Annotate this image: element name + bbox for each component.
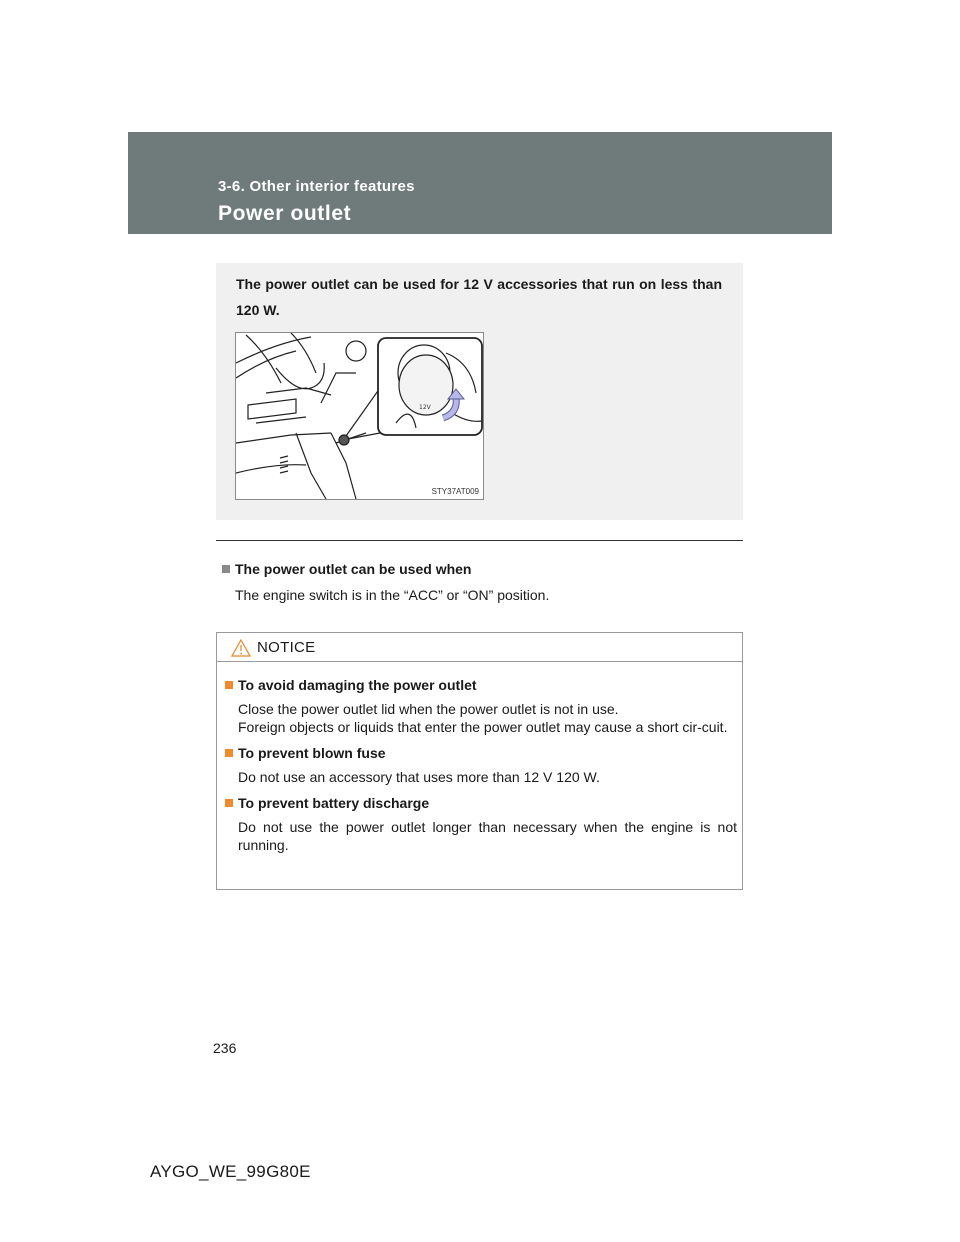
intro-box [216, 263, 743, 520]
notice-item-heading [225, 743, 737, 763]
notice-line: Do not use an accessory that uses more than 12 V 120 W. [238, 769, 600, 785]
notice-item-text [225, 818, 737, 854]
bullet-square-icon [225, 799, 233, 807]
notice-header [217, 633, 742, 662]
page-number: 236 [213, 1040, 237, 1056]
document-code: AYGO_WE_99G80E [150, 1162, 311, 1181]
usage-heading-text: The power outlet can be used when [235, 561, 472, 577]
dashboard-drawing [236, 333, 483, 499]
outlet-label: 12V [419, 404, 431, 411]
section-label: 3-6. Other interior features [218, 178, 415, 195]
notice-line: Do not use the power outlet longer than necessary when the engine is not running. [238, 819, 737, 853]
notice-item-text [225, 700, 737, 736]
notice-heading-text: To avoid damaging the power outlet [238, 677, 477, 693]
notice-item-heading [225, 675, 737, 695]
figure-code: STY37AT009 [431, 487, 479, 496]
notice-heading-text: To prevent blown fuse [238, 745, 386, 761]
notice-item [225, 743, 737, 786]
bullet-square-icon [225, 681, 233, 689]
usage-heading [222, 558, 742, 580]
warning-icon [231, 639, 251, 657]
notice-item [225, 675, 737, 736]
intro-text: The power outlet can be used for 12 V accessories that run on less than 120 W. [236, 276, 722, 318]
bullet-square-icon [222, 565, 230, 573]
notice-item-text [225, 768, 737, 786]
usage-section [222, 558, 742, 605]
page-title: Power outlet [218, 202, 352, 225]
notice-item-heading [225, 793, 737, 813]
notice-line: Foreign objects or liquids that enter the power outlet may cause a short cir-cuit. [238, 719, 728, 735]
divider [216, 540, 743, 541]
notice-heading-text: To prevent battery discharge [238, 795, 430, 811]
bullet-square-icon [225, 749, 233, 757]
header-band [128, 132, 832, 234]
notice-line: Close the power outlet lid when the power outlet is not in use. [238, 701, 619, 717]
notice-label: NOTICE [257, 639, 316, 656]
notice-item [225, 793, 737, 854]
power-outlet-illustration [235, 332, 484, 500]
usage-text: The engine switch is in the “ACC” or “ON” position. [235, 587, 550, 603]
notice-box [216, 632, 743, 890]
notice-body [225, 675, 737, 861]
